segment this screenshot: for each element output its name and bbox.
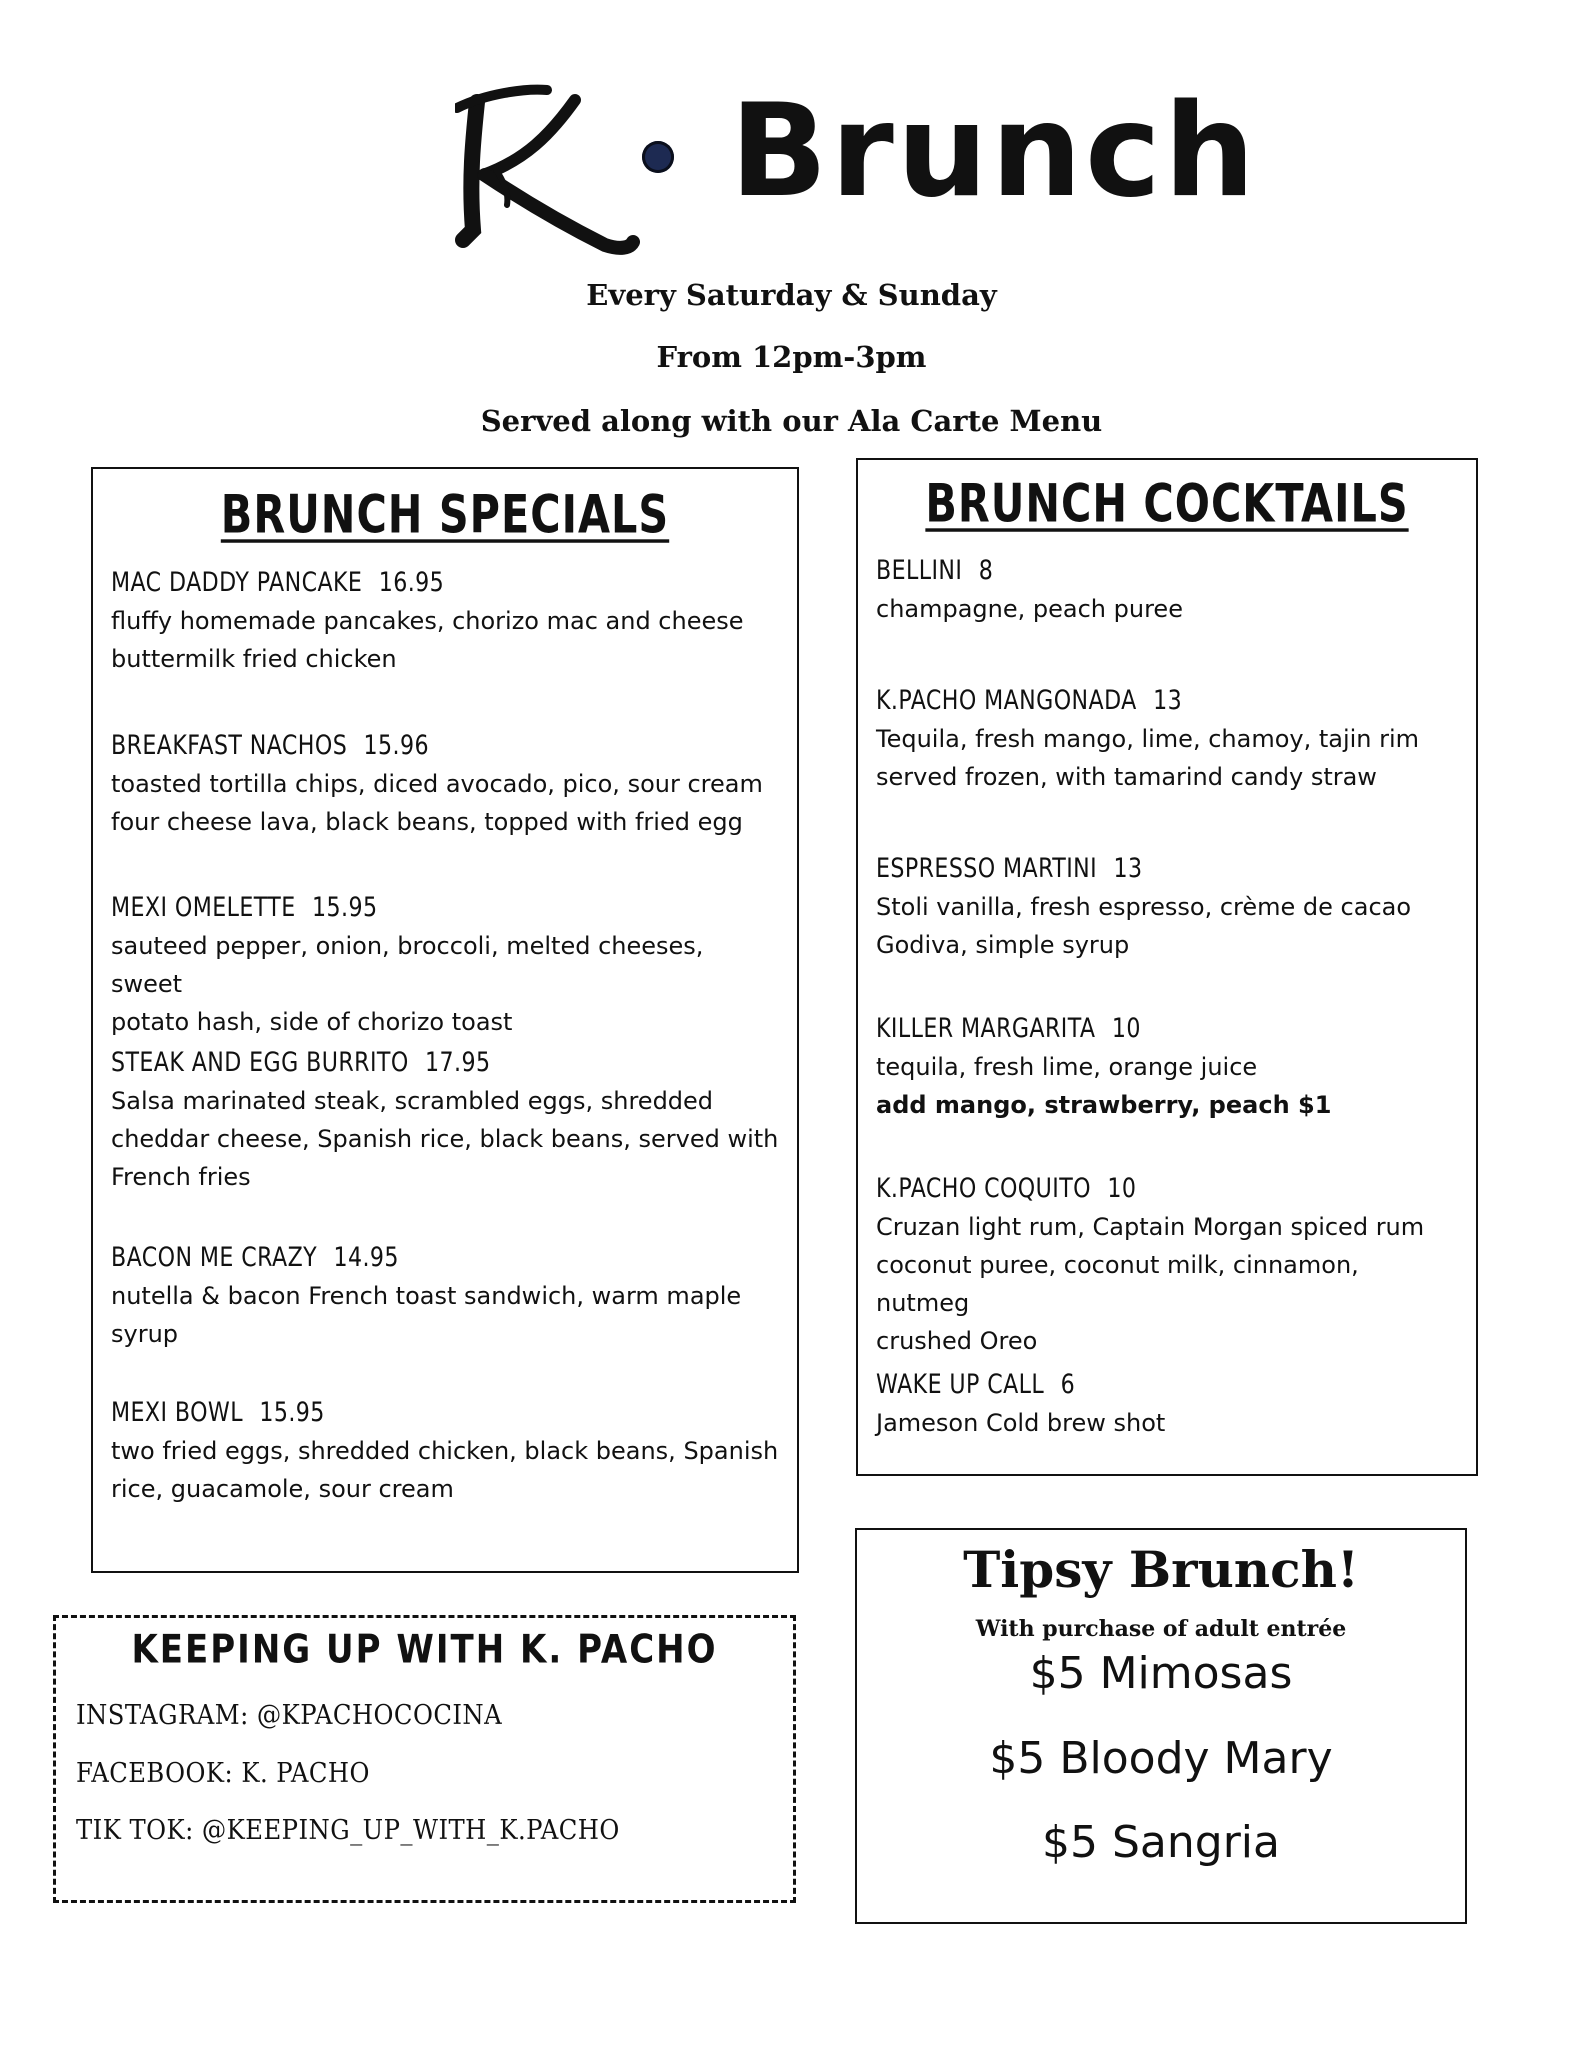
tiktok-handle: TIK TOK: @KEEPING_UP_WITH_K.PACHO xyxy=(76,1815,620,1846)
item-name: BACON ME CRAZY xyxy=(111,1242,318,1273)
item-price: 17.95 xyxy=(425,1047,491,1078)
item-name: KILLER MARGARITA xyxy=(876,1013,1096,1044)
tipsy-subtitle: With purchase of adult entrée xyxy=(975,1616,1347,1642)
menu-item xyxy=(111,564,779,678)
item-desc-line: nutella & bacon French toast sandwich, warm maple xyxy=(111,1282,742,1310)
item-desc-line: coconut puree, coconut milk, cinnamon, nutmeg xyxy=(876,1251,1359,1317)
item-name: ESPRESSO MARTINI xyxy=(876,853,1098,884)
item-desc-line: tequila, fresh lime, orange juice xyxy=(876,1053,1258,1081)
menu-item xyxy=(111,1044,779,1196)
schedule-hours: From 12pm-3pm xyxy=(656,340,927,374)
item-name: K.PACHO COQUITO xyxy=(876,1173,1091,1204)
logo xyxy=(455,77,1258,260)
item-desc-line: Cruzan light rum, Captain Morgan spiced rum xyxy=(876,1213,1425,1241)
item-price: 15.95 xyxy=(312,892,378,923)
tipsy-offer: $5 Bloody Mary xyxy=(989,1733,1333,1784)
item-desc-line: syrup xyxy=(111,1320,179,1348)
item-desc-line: Godiva, simple syrup xyxy=(876,931,1130,959)
item-desc-line: potato hash, side of chorizo toast xyxy=(111,1008,513,1036)
item-desc-line: Stoli vanilla, fresh espresso, crème de cacao xyxy=(876,893,1412,921)
item-desc-line: four cheese lava, black beans, topped with fried egg xyxy=(111,808,743,836)
item-name: STEAK AND EGG BURRITO xyxy=(111,1047,409,1078)
item-desc-line: champagne, peach puree xyxy=(876,595,1183,623)
social-media-panel xyxy=(53,1615,796,1903)
cocktail-item xyxy=(876,552,1458,628)
tipsy-brunch-panel xyxy=(855,1528,1467,1924)
item-desc-line: buttermilk fried chicken xyxy=(111,645,397,673)
logo-dot-icon xyxy=(642,141,674,173)
item-price: 8 xyxy=(978,555,994,586)
item-price: 16.95 xyxy=(378,567,445,598)
item-price: 10 xyxy=(1107,1173,1137,1204)
menu-item xyxy=(111,889,779,1041)
cocktail-item xyxy=(876,682,1458,796)
item-name: BELLINI xyxy=(876,555,963,586)
item-price: 13 xyxy=(1113,853,1143,884)
cocktail-item xyxy=(876,850,1458,964)
schedule-note: Served along with our Ala Carte Menu xyxy=(480,404,1103,438)
item-price: 10 xyxy=(1111,1013,1141,1044)
item-desc-line: fluffy homemade pancakes, chorizo mac and cheese xyxy=(111,607,744,635)
item-desc-line: toasted tortilla chips, diced avocado, pico, sour cream xyxy=(111,770,763,798)
brunch-specials-panel xyxy=(91,467,799,1573)
item-name: MAC DADDY PANCAKE xyxy=(111,567,363,598)
item-desc-line: two fried eggs, shredded chicken, black beans, Spanish xyxy=(111,1437,779,1465)
item-name: MEXI BOWL xyxy=(111,1397,243,1428)
item-desc-line: French fries xyxy=(111,1163,251,1191)
tipsy-title: Tipsy Brunch! xyxy=(963,1540,1359,1599)
item-name: WAKE UP CALL xyxy=(876,1369,1045,1400)
specials-title: BRUNCH SPECIALS xyxy=(220,482,670,546)
cocktail-item xyxy=(876,1010,1458,1124)
item-desc-line: rice, guacamole, sour cream xyxy=(111,1475,454,1503)
item-price: 15.96 xyxy=(363,730,429,761)
menu-item xyxy=(111,1239,779,1353)
item-price: 13 xyxy=(1153,685,1183,716)
item-price: 6 xyxy=(1060,1369,1076,1400)
tipsy-offer: $5 Sangria xyxy=(1042,1817,1280,1868)
menu-item xyxy=(111,1394,779,1508)
facebook-handle: FACEBOOK: K. PACHO xyxy=(76,1758,370,1789)
item-desc-line: Tequila, fresh mango, lime, chamoy, tajin rim xyxy=(876,725,1420,753)
item-desc-line: served frozen, with tamarind candy straw xyxy=(876,763,1377,791)
item-name: BREAKFAST NACHOS xyxy=(111,730,348,761)
brunch-cocktails-panel xyxy=(856,458,1478,1476)
item-desc-line: Jameson Cold brew shot xyxy=(876,1409,1166,1437)
cocktail-item xyxy=(876,1366,1458,1442)
item-desc-line: Salsa marinated steak, scrambled eggs, shredded xyxy=(111,1087,714,1115)
item-name: K.PACHO MANGONADA xyxy=(876,685,1137,716)
tipsy-offer: $5 Mimosas xyxy=(1029,1648,1293,1699)
instagram-handle: INSTAGRAM: @KPACHOCOCINA xyxy=(76,1700,503,1731)
item-price: 15.95 xyxy=(259,1397,325,1428)
item-addon: add mango, strawberry, peach $1 xyxy=(876,1091,1332,1119)
item-desc-line: sauteed pepper, onion, broccoli, melted cheeses, sweet xyxy=(111,932,704,998)
social-title: KEEPING UP WITH K. PACHO xyxy=(131,1627,718,1673)
item-desc-line: cheddar cheese, Spanish rice, black beans, served with xyxy=(111,1125,779,1153)
cocktails-title: BRUNCH COCKTAILS xyxy=(925,471,1409,535)
menu-item xyxy=(111,727,779,841)
schedule-days: Every Saturday & Sunday xyxy=(586,278,997,312)
cocktail-item xyxy=(876,1170,1458,1360)
logo-wordmark: Brunch xyxy=(730,77,1258,226)
item-name: MEXI OMELETTE xyxy=(111,892,296,923)
item-price: 14.95 xyxy=(333,1242,399,1273)
item-desc-line: crushed Oreo xyxy=(876,1327,1038,1355)
